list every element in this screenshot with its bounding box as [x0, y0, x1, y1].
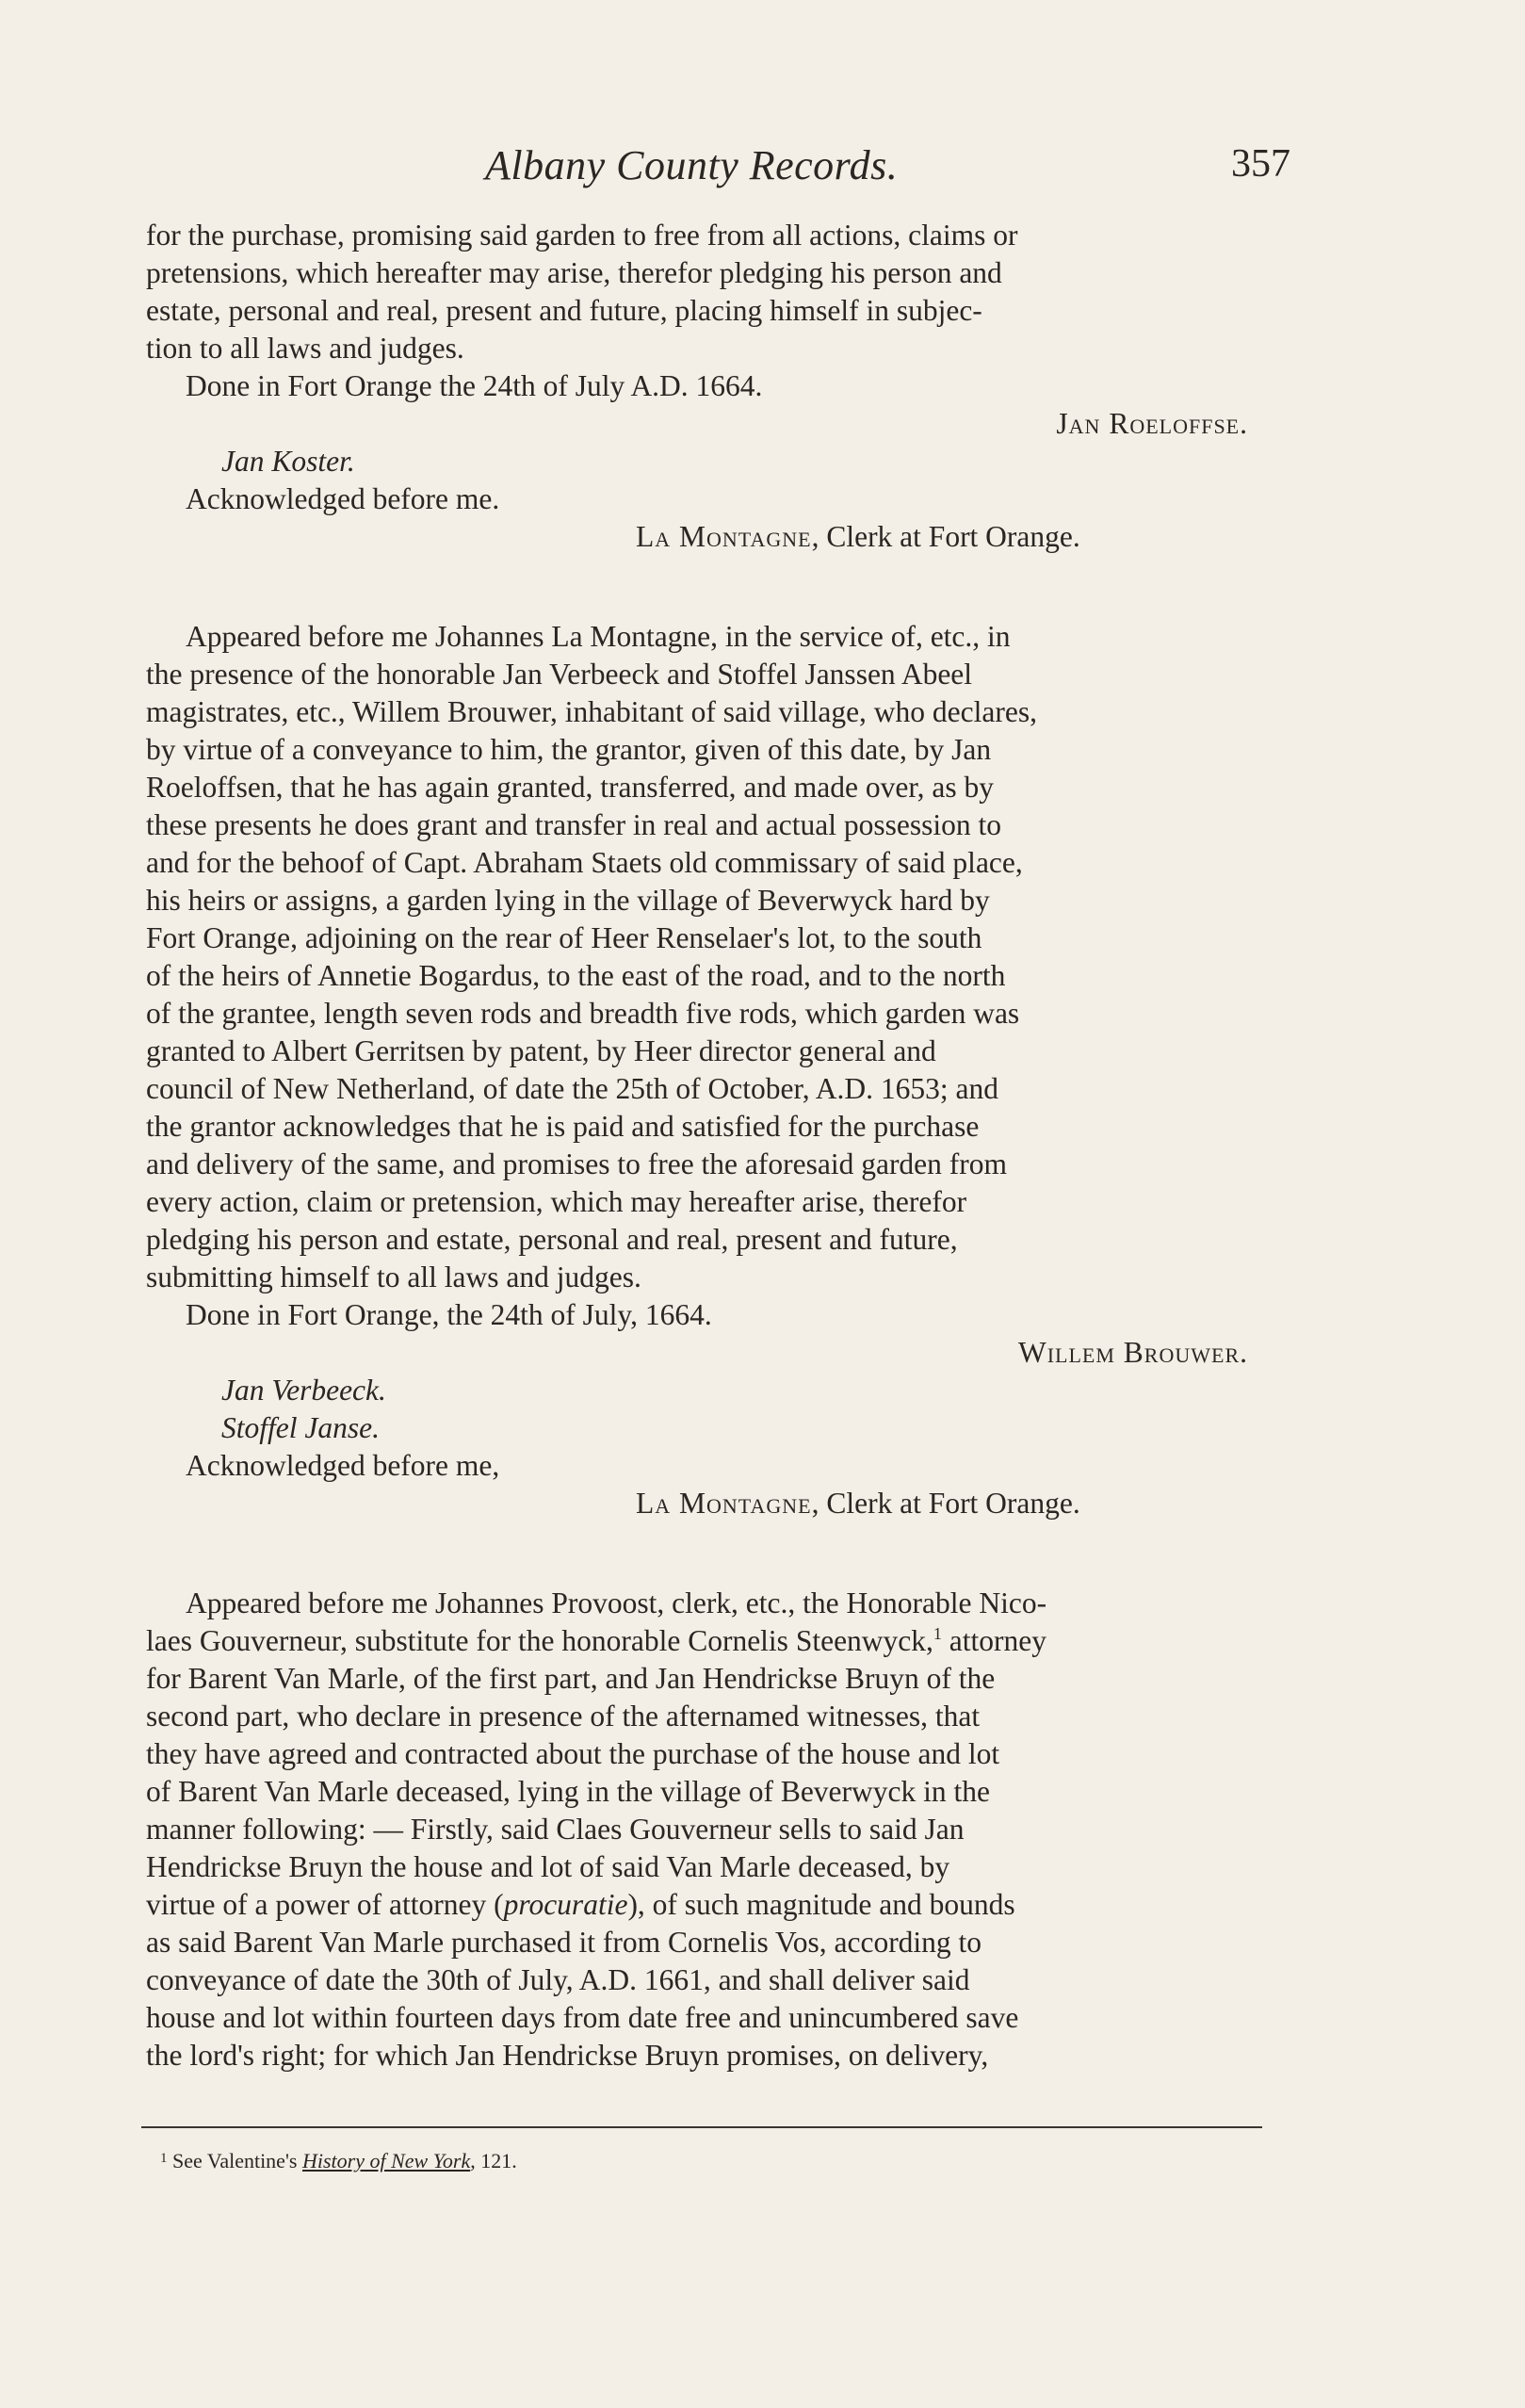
acknowledgement-line: Acknowledged before me,: [186, 1449, 500, 1482]
date-line: Done in Fort Orange the 24th of July A.D. 1664.: [186, 369, 763, 402]
paragraph-line: the presence of the honorable Jan Verbeeck and Stoffel Janssen Abeel: [146, 658, 973, 691]
clerk-signature: [146, 518, 1286, 556]
paragraph-line: for the purchase, promising said garden to free from all actions, claims or: [146, 219, 1018, 252]
witness-name: Stoffel Janse.: [221, 1411, 380, 1444]
paragraph-line: and delivery of the same, and promises to free the aforesaid garden from: [146, 1147, 1008, 1180]
page-number: 357: [1231, 142, 1290, 186]
witness-name: Jan Koster.: [221, 445, 355, 478]
record-section-3: [146, 1585, 1286, 2074]
footnote-suffix: , 121.: [470, 2149, 517, 2172]
paragraph-line: Appeared before me Johannes La Montagne, in the service of, etc., in: [186, 620, 1011, 653]
paragraph-line: granted to Albert Gerritsen by patent, by Heer director general and: [146, 1034, 936, 1067]
paragraph-line: pretensions, which hereafter may arise, therefor pledging his person and: [146, 256, 1002, 289]
paragraph-line: conveyance of date the 30th of July, A.D. 1661, and shall deliver said: [146, 1963, 970, 1996]
paragraph-line: pledging his person and estate, personal and real, present and future,: [146, 1223, 958, 1256]
footnote-marker: 1: [160, 2151, 168, 2166]
paragraph-line: of the heirs of Annetie Bogardus, to the east of the road, and to the north: [146, 959, 1006, 992]
paragraph-line: these presents he does grant and transfer in real and actual possession to: [146, 808, 1001, 841]
paragraph-line: they have agreed and contracted about the purchase of the house and lot: [146, 1737, 1000, 1770]
paragraph-line: [146, 1886, 1286, 1924]
paragraph-line: manner following: — Firstly, said Claes Gouverneur sells to said Jan: [146, 1813, 965, 1846]
paragraph-line: his heirs or assigns, a garden lying in the village of Beverwyck hard by: [146, 884, 990, 917]
page-body: [146, 141, 1290, 2074]
signature: Willem Brouwer.: [1017, 1336, 1248, 1369]
witness-name: Jan Verbeeck.: [221, 1374, 386, 1407]
text-run: attorney: [941, 1624, 1046, 1657]
date-line: Done in Fort Orange, the 24th of July, 1664.: [186, 1298, 712, 1331]
paragraph-line: estate, personal and real, present and future, placing himself in subjec-: [146, 294, 982, 327]
paragraph-line: the grantor acknowledges that he is paid and satisfied for the purchase: [146, 1110, 980, 1143]
paragraph-line: Hendrickse Bruyn the house and lot of said Van Marle deceased, by: [146, 1850, 950, 1883]
paragraph-line: for Barent Van Marle, of the first part, and Jan Hendrickse Bruyn of the: [146, 1662, 996, 1695]
paragraph-line: tion to all laws and judges.: [146, 332, 464, 365]
paragraph-line: magistrates, etc., Willem Brouwer, inhabitant of said village, who declares,: [146, 695, 1037, 728]
paragraph-line: every action, claim or pretension, which may hereafter arise, therefor: [146, 1185, 967, 1218]
paragraph-line: second part, who declare in presence of the afternamed witnesses, that: [146, 1700, 981, 1733]
text-run: laes Gouverneur, substitute for the honorable Cornelis Steenwyck,: [146, 1624, 933, 1657]
page-header: [146, 141, 1290, 217]
paragraph-line: Roeloffsen, that he has again granted, transferred, and made over, as by: [146, 771, 994, 804]
footnote-divider: [141, 2126, 1262, 2128]
clerk-name: La Montagne: [636, 520, 812, 553]
paragraph-line: council of New Netherland, of date the 25th of October, A.D. 1653; and: [146, 1072, 998, 1105]
clerk-signature: [146, 1485, 1286, 1522]
acknowledgement-line: Acknowledged before me.: [186, 482, 500, 515]
paragraph-line: Appeared before me Johannes Provoost, clerk, etc., the Honorable Nico-: [186, 1586, 1047, 1619]
italic-term: procuratie: [503, 1888, 628, 1921]
paragraph-line: house and lot within fourteen days from date free and unincumbered save: [146, 2001, 1019, 2034]
clerk-name: La Montagne: [636, 1487, 812, 1520]
record-section-2: [146, 618, 1286, 1522]
paragraph-line: as said Barent Van Marle purchased it from Cornelis Vos, according to: [146, 1926, 982, 1959]
paragraph-line: submitting himself to all laws and judges.: [146, 1261, 641, 1293]
footnote-marker: 1: [933, 1624, 942, 1643]
signature: Jan Roeloffse.: [1056, 407, 1248, 440]
footnote: [160, 2148, 517, 2174]
clerk-title: , Clerk at Fort Orange.: [811, 520, 1080, 553]
running-title: Albany County Records.: [485, 142, 899, 188]
paragraph-line: [146, 1622, 1286, 1660]
paragraph-line: the lord's right; for which Jan Hendrickse Bruyn promises, on delivery,: [146, 2039, 989, 2072]
footnote-prefix: See Valentine's: [167, 2149, 302, 2172]
clerk-title: , Clerk at Fort Orange.: [811, 1487, 1080, 1520]
paragraph-line: of Barent Van Marle deceased, lying in the village of Beverwyck in the: [146, 1775, 990, 1808]
record-section-1: [146, 217, 1286, 556]
paragraph-line: and for the behoof of Capt. Abraham Staets old commissary of said place,: [146, 846, 1023, 879]
paragraph-line: of the grantee, length seven rods and breadth five rods, which garden was: [146, 997, 1020, 1030]
paragraph-line: Fort Orange, adjoining on the rear of Heer Renselaer's lot, to the south: [146, 921, 982, 954]
footnote-book-title: History of New York: [301, 2149, 471, 2172]
text-run: virtue of a power of attorney (: [146, 1888, 504, 1921]
paragraph-line: by virtue of a conveyance to him, the grantor, given of this date, by Jan: [146, 733, 992, 766]
text-run: ), of such magnitude and bounds: [627, 1888, 1015, 1921]
